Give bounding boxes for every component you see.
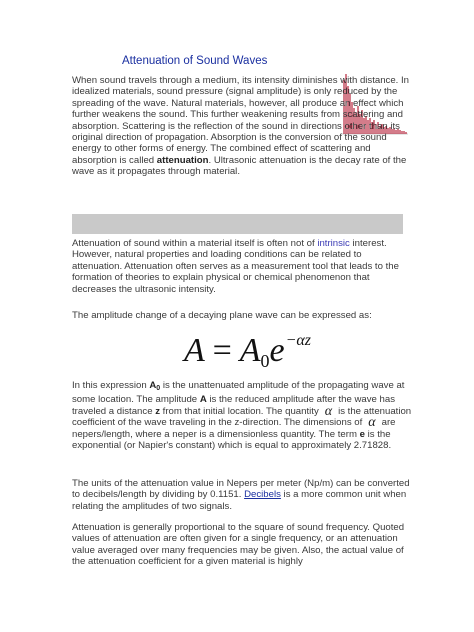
intrinsic-link[interactable]: intrinsic xyxy=(317,238,350,249)
amplitude-intro: The amplitude change of a decaying plane wave can be expressed as: xyxy=(72,310,372,321)
attenuation-equation: $A = A_0e^{-\alpha z}$ xyxy=(184,332,312,371)
page-title: Attenuation of Sound Waves xyxy=(122,55,268,67)
decibels-link[interactable]: Decibels xyxy=(244,489,281,501)
gray-separator-band xyxy=(72,214,403,234)
frequency-paragraph: Attenuation is generally proportional to the square of sound frequency. Quoted values of attenuation are often given for a single frequency, or an attenuation value averaged over many frequencies may be given. Also, the actual value of the attenuation coefficient for a given material is highly xyxy=(72,522,405,568)
attenuation-term: attenuation xyxy=(156,154,209,166)
alpha-symbol: α xyxy=(368,415,376,431)
units-paragraph: The units of the attenuation value in Nepers per meter (Np/m) can be converted to decibels/length by dividing by 0.1151. Decibels is a more common unit when relating the amplitudes of two signals. xyxy=(72,478,410,512)
intrinsic-paragraph: Attenuation of sound within a material itself is often not of intrinsic interest. However, natural properties and loading conditions can be related to attenuation. Attenuation often serves as a measurement tool that leads to the formation of theories to explain physical or chemical phenomenon that decreases the ultrasonic intensity. xyxy=(72,238,399,295)
intro-paragraph: When sound travels through a medium, its intensity diminishes with distance. In idealized materials, sound pressure (signal amplitude) is only reduced by the spreading of the wave. Natural materials, however, all produce an effect which further weakens the sound. This further weakening results from scattering and absorption. Scattering is the reflection of the sound in directions other than its original direction of propagation. Absorption is the conversion of the sound energy to other forms of energy. The combined effect of scattering and absorption is called attenuation. Ultrasonic attenuation is the decay rate of the wave as it propagates through material. xyxy=(72,75,410,178)
expression-explanation: In this expression $A_0$ is the unattenuated amplitude of the propagating wave at some location. The amplitude A is the reduced amplitude after the wave has traveled a distance z from that initial location. The quantity α is the attenuation coefficient of the wave traveling in the z-direction. The dimensions of α are nepers/length, where a neper is a dimensionless quantity. The term e is the exponential (or Napier's constant) which is equal to approximately 2.71828. xyxy=(72,380,412,452)
alpha-symbol: α xyxy=(324,403,333,419)
